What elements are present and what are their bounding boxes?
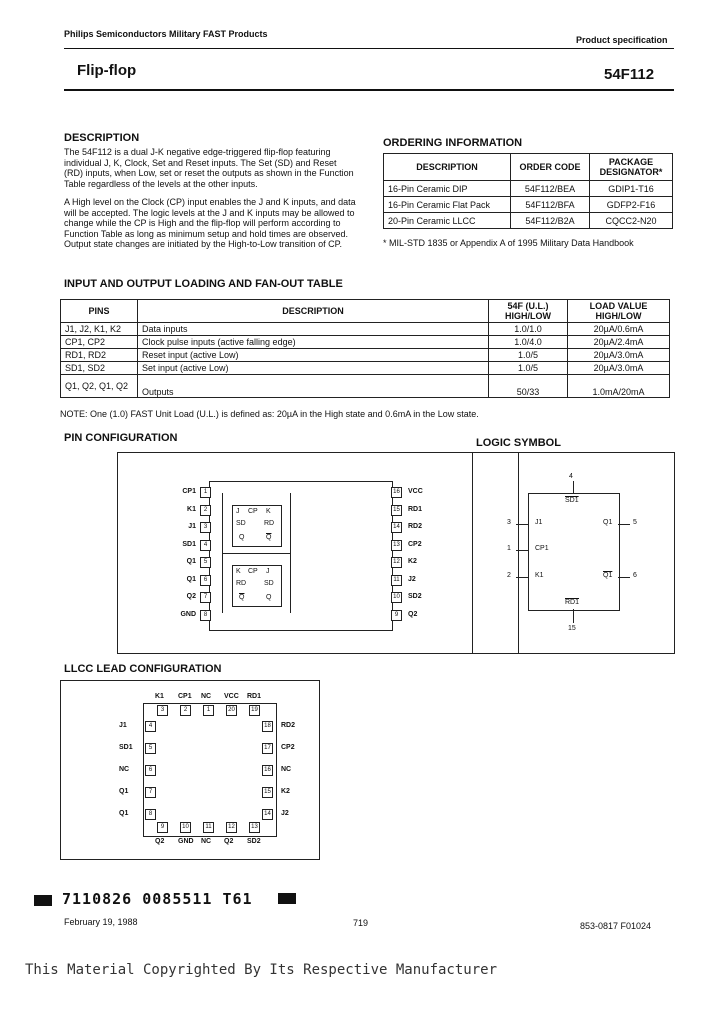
sd-pin-number: 4 xyxy=(569,473,573,480)
table-cell: 1.0/5 xyxy=(489,349,568,362)
llcc-heading: LLCC LEAD CONFIGURATION xyxy=(64,663,222,675)
footer-date: February 19, 1988 xyxy=(64,917,138,927)
llcc-pin-number: 4 xyxy=(145,721,156,732)
q-pin-number: 5 xyxy=(633,519,637,526)
llcc-pin-number: 18 xyxy=(262,721,273,732)
dip-pin-number: 2 xyxy=(200,505,211,516)
table-cell: 1.0/4.0 xyxy=(489,336,568,349)
ff2-sd-label: SD xyxy=(264,580,274,587)
barcode-text: 7110826 0085511 T61 xyxy=(62,890,253,908)
dip-pin-number: 8 xyxy=(200,610,211,621)
llcc-pin-label: Q2 xyxy=(155,838,165,845)
k-pin-number: 2 xyxy=(507,572,511,579)
dip-pin-number: 6 xyxy=(200,575,211,586)
sd-label: SD1 xyxy=(565,497,579,504)
document-type: Product specification xyxy=(576,35,668,45)
dip-pin-label: VCC xyxy=(408,488,423,495)
dip-pin-label: Q1 xyxy=(186,575,196,583)
llcc-pin-number: 20 xyxy=(226,705,237,716)
dip-pin-number: 7 xyxy=(200,592,211,603)
dip-pin-label: K2 xyxy=(408,558,417,565)
loading-col-load: LOAD VALUE HIGH/LOW xyxy=(568,300,670,323)
dip-pin-label: GND xyxy=(180,610,196,618)
flip-flop-1 xyxy=(232,505,282,547)
dip-pin-number: 5 xyxy=(200,557,211,568)
llcc-pin-number: 19 xyxy=(249,705,260,716)
ordering-footnote: * MIL-STD 1835 or Appendix A of 1995 Military Data Handbook xyxy=(383,238,634,248)
llcc-pin-label: Q2 xyxy=(224,838,234,845)
table-cell: 16-Pin Ceramic DIP xyxy=(384,181,511,197)
table-cell: 1.0/1.0 xyxy=(489,323,568,336)
table-cell: RD1, RD2 xyxy=(61,349,138,362)
table-cell: Set input (active Low) xyxy=(138,362,489,375)
logic-symbol-heading: LOGIC SYMBOL xyxy=(476,437,561,449)
llcc-package xyxy=(143,703,277,837)
loading-note: NOTE: One (1.0) FAST Unit Load (U.L.) is defined as: 20µA in the High state and 0.6mA in the Low state. xyxy=(60,409,479,419)
ff1-j-label: J xyxy=(236,508,240,515)
dip-pin-number: 3 xyxy=(200,522,211,533)
table-cell: CQCC2-N20 xyxy=(590,213,673,229)
table-cell: Outputs xyxy=(138,375,489,398)
pin-line xyxy=(618,524,630,525)
flip-flop-2 xyxy=(232,565,282,607)
table-cell: 20µA/3.0mA xyxy=(568,349,670,362)
llcc-frame xyxy=(60,680,320,860)
description-para-2: A High level on the Clock (CP) input enables the J and K inputs, and data will be accepted. The logic levels at the J and K inputs may be allowed to change while the CP is High and the flip-flop will perform according to Function Table as long as minimum setup and hold times are observed. Output state changes are initiated by the High-to-Low transition of CP. xyxy=(64,197,356,249)
ordering-col-description: DESCRIPTION xyxy=(384,154,511,181)
table-row xyxy=(61,336,670,349)
table-row xyxy=(61,375,670,398)
table-cell: 20µA/0.6mA xyxy=(568,323,670,336)
table-cell: 54F112/BEA xyxy=(511,181,590,197)
llcc-pin-number: 7 xyxy=(145,787,156,798)
barcode-mark xyxy=(278,893,296,904)
llcc-pin-label: Q1 xyxy=(119,788,129,795)
table-cell: SD1, SD2 xyxy=(61,362,138,375)
dip-pin-label: K1 xyxy=(187,505,196,513)
cp-pin-number: 1 xyxy=(507,545,511,552)
table-cell: 20µA/3.0mA xyxy=(568,362,670,375)
dip-pin-label: J2 xyxy=(408,575,416,583)
dip-pin-label: Q2 xyxy=(408,610,418,618)
pin-config-heading: PIN CONFIGURATION xyxy=(64,432,178,444)
dip-pin-label: RD1 xyxy=(408,505,423,513)
pin-line xyxy=(516,524,528,525)
j-pin-number: 3 xyxy=(507,519,511,526)
llcc-pin-label: NC xyxy=(201,838,212,845)
llcc-pin-number: 8 xyxy=(145,809,156,820)
llcc-pin-label: NC xyxy=(201,693,212,700)
dip-package xyxy=(209,481,393,631)
dip-pin-label: CP2 xyxy=(408,540,422,548)
loading-col-ul: 54F (U.L.) HIGH/LOW xyxy=(489,300,568,323)
logic-symbol-frame xyxy=(472,452,675,654)
q-label: Q1 xyxy=(603,519,613,526)
dip-pin-number: 9 xyxy=(391,610,402,621)
dip-pin-number: 10 xyxy=(391,592,402,603)
wire xyxy=(290,493,291,613)
pin-line xyxy=(516,577,528,578)
dip-pin-label: CP1 xyxy=(182,488,196,495)
dip-pin-label: Q1 xyxy=(186,558,196,565)
table-cell: Q1, Q2, Q1, Q2 xyxy=(61,375,138,398)
dip-pin-number: 14 xyxy=(391,522,402,533)
llcc-pin-number: 6 xyxy=(145,765,156,776)
table-cell: 16-Pin Ceramic Flat Pack xyxy=(384,197,511,213)
dip-pin-number: 16 xyxy=(391,487,402,498)
llcc-pin-label: VCC xyxy=(224,693,239,700)
table-cell: CP1, CP2 xyxy=(61,336,138,349)
ordering-col-package: PACKAGE DESIGNATOR* xyxy=(590,154,673,181)
pin-line xyxy=(573,609,574,623)
table-cell: GDIP1-T16 xyxy=(590,181,673,197)
llcc-pin-label: SD2 xyxy=(247,838,261,845)
llcc-pin-label: Q1 xyxy=(119,810,129,817)
company-name: Philips Semiconductors Military FAST Products xyxy=(64,29,268,39)
rd-pin-number: 15 xyxy=(568,625,576,632)
rd-label: RD1 xyxy=(565,599,580,606)
ff2-cp-label: CP xyxy=(248,568,258,575)
ff2-q-label: Q xyxy=(266,594,272,601)
page-number: 719 xyxy=(353,918,369,928)
table-cell: 1.0mA/20mA xyxy=(568,375,670,398)
qbar-pin-number: 6 xyxy=(633,572,637,579)
llcc-pin-label: GND xyxy=(178,838,194,845)
dip-pin-number: 4 xyxy=(200,540,211,551)
ff1-cp-label: CP xyxy=(248,508,258,515)
table-cell: 54F112/B2A xyxy=(511,213,590,229)
ordering-heading: ORDERING INFORMATION xyxy=(383,137,523,149)
llcc-pin-number: 13 xyxy=(249,822,260,833)
loading-col-description: DESCRIPTION xyxy=(138,300,489,323)
llcc-pin-number: 16 xyxy=(262,765,273,776)
llcc-pin-label: SD1 xyxy=(119,744,133,751)
pin-line xyxy=(516,550,528,551)
k-label: K1 xyxy=(535,572,544,579)
dip-pin-number: 1 xyxy=(200,487,211,498)
ff2-qbar-label: $\overline{Q}$ xyxy=(239,594,245,601)
dip-pin-label: Q2 xyxy=(186,593,196,600)
pin-line xyxy=(573,481,574,493)
header-rule xyxy=(64,48,674,49)
llcc-pin-label: RD1 xyxy=(247,693,262,700)
table-cell: Data inputs xyxy=(138,323,489,336)
pin-line xyxy=(618,577,630,578)
llcc-pin-number: 1 xyxy=(203,705,214,716)
llcc-pin-number: 5 xyxy=(145,743,156,754)
barcode-mark xyxy=(34,895,52,906)
llcc-pin-label: J2 xyxy=(281,810,289,817)
llcc-pin-label: K2 xyxy=(281,788,290,795)
llcc-pin-label: CP2 xyxy=(281,744,295,751)
table-cell: Clock pulse inputs (active falling edge) xyxy=(138,336,489,349)
dip-pin-label: J1 xyxy=(188,523,196,530)
dip-pin-label: SD1 xyxy=(182,540,196,548)
table-row xyxy=(384,197,673,213)
ff2-k-label: K xyxy=(236,568,241,575)
table-cell: 20-Pin Ceramic LLCC xyxy=(384,213,511,229)
ff1-qbar-label: $\overline{Q}$ xyxy=(266,534,272,541)
table-row xyxy=(61,349,670,362)
part-number: 54F112 xyxy=(604,66,655,83)
dip-pin-number: 11 xyxy=(391,575,402,586)
j-label: J1 xyxy=(535,519,543,526)
llcc-pin-label: NC xyxy=(119,766,130,773)
ff1-sd-label: SD xyxy=(236,520,246,527)
llcc-pin-number: 3 xyxy=(157,705,168,716)
table-cell: 20µA/2.4mA xyxy=(568,336,670,349)
llcc-pin-label: NC xyxy=(281,766,292,773)
dip-pin-label: SD2 xyxy=(408,593,422,600)
qbar-label: Q1 xyxy=(603,572,613,579)
pin-config-frame xyxy=(117,452,519,654)
ff1-rd-label: RD xyxy=(264,520,275,527)
dip-pin-number: 12 xyxy=(391,557,402,568)
logic-symbol-body xyxy=(528,493,620,611)
page-title: Flip-flop xyxy=(77,62,137,79)
dip-pin-number: 15 xyxy=(391,505,402,516)
llcc-pin-number: 12 xyxy=(226,822,237,833)
loading-heading: INPUT AND OUTPUT LOADING AND FAN-OUT TABLE xyxy=(64,278,343,290)
llcc-pin-label: J1 xyxy=(119,722,127,729)
copyright-notice: This Material Copyrighted By Its Respective Manufacturer xyxy=(25,962,498,978)
llcc-pin-number: 15 xyxy=(262,787,273,798)
table-cell: GDFP2-F16 xyxy=(590,197,673,213)
loading-table xyxy=(60,299,670,398)
cp-label: CP1 xyxy=(535,545,549,552)
llcc-pin-label: K1 xyxy=(155,693,164,700)
table-row xyxy=(384,213,673,229)
llcc-pin-number: 10 xyxy=(180,822,191,833)
wire xyxy=(222,553,290,554)
ordering-col-order-code: ORDER CODE xyxy=(511,154,590,181)
ff2-rd-label: RD xyxy=(236,580,247,587)
dip-pin-number: 13 xyxy=(391,540,402,551)
table-row xyxy=(61,362,670,375)
loading-col-pins: PINS xyxy=(61,300,138,323)
llcc-pin-number: 11 xyxy=(203,822,214,833)
table-cell: 1.0/5 xyxy=(489,362,568,375)
table-cell: Reset input (active Low) xyxy=(138,349,489,362)
description-para-1: The 54F112 is a dual J-K negative edge-triggered flip-flop featuring individual J, K, Clock, Set and Reset inputs. The Set (SD) and Reset (RD) inputs, when Low, set or reset the outputs as shown in the Function Table regardless of the levels at the other inputs. xyxy=(64,147,354,189)
ff2-j-label: J xyxy=(266,568,270,575)
description-heading: DESCRIPTION xyxy=(64,132,140,144)
ordering-table xyxy=(383,153,673,229)
table-row xyxy=(61,323,670,336)
ff1-k-label: K xyxy=(266,508,271,515)
table-cell: 50/33 xyxy=(489,375,568,398)
llcc-pin-label: CP1 xyxy=(178,693,192,700)
dip-pin-label: RD2 xyxy=(408,523,423,530)
table-cell: J1, J2, K1, K2 xyxy=(61,323,138,336)
llcc-pin-number: 2 xyxy=(180,705,191,716)
table-cell: 54F112/BFA xyxy=(511,197,590,213)
llcc-pin-number: 17 xyxy=(262,743,273,754)
title-rule xyxy=(64,89,674,91)
llcc-pin-label: RD2 xyxy=(281,722,296,729)
llcc-pin-number: 9 xyxy=(157,822,168,833)
llcc-pin-number: 14 xyxy=(262,809,273,820)
ff1-q-label: Q xyxy=(239,534,245,541)
document-code: 853-0817 F01024 xyxy=(580,921,652,931)
table-row xyxy=(384,181,673,197)
